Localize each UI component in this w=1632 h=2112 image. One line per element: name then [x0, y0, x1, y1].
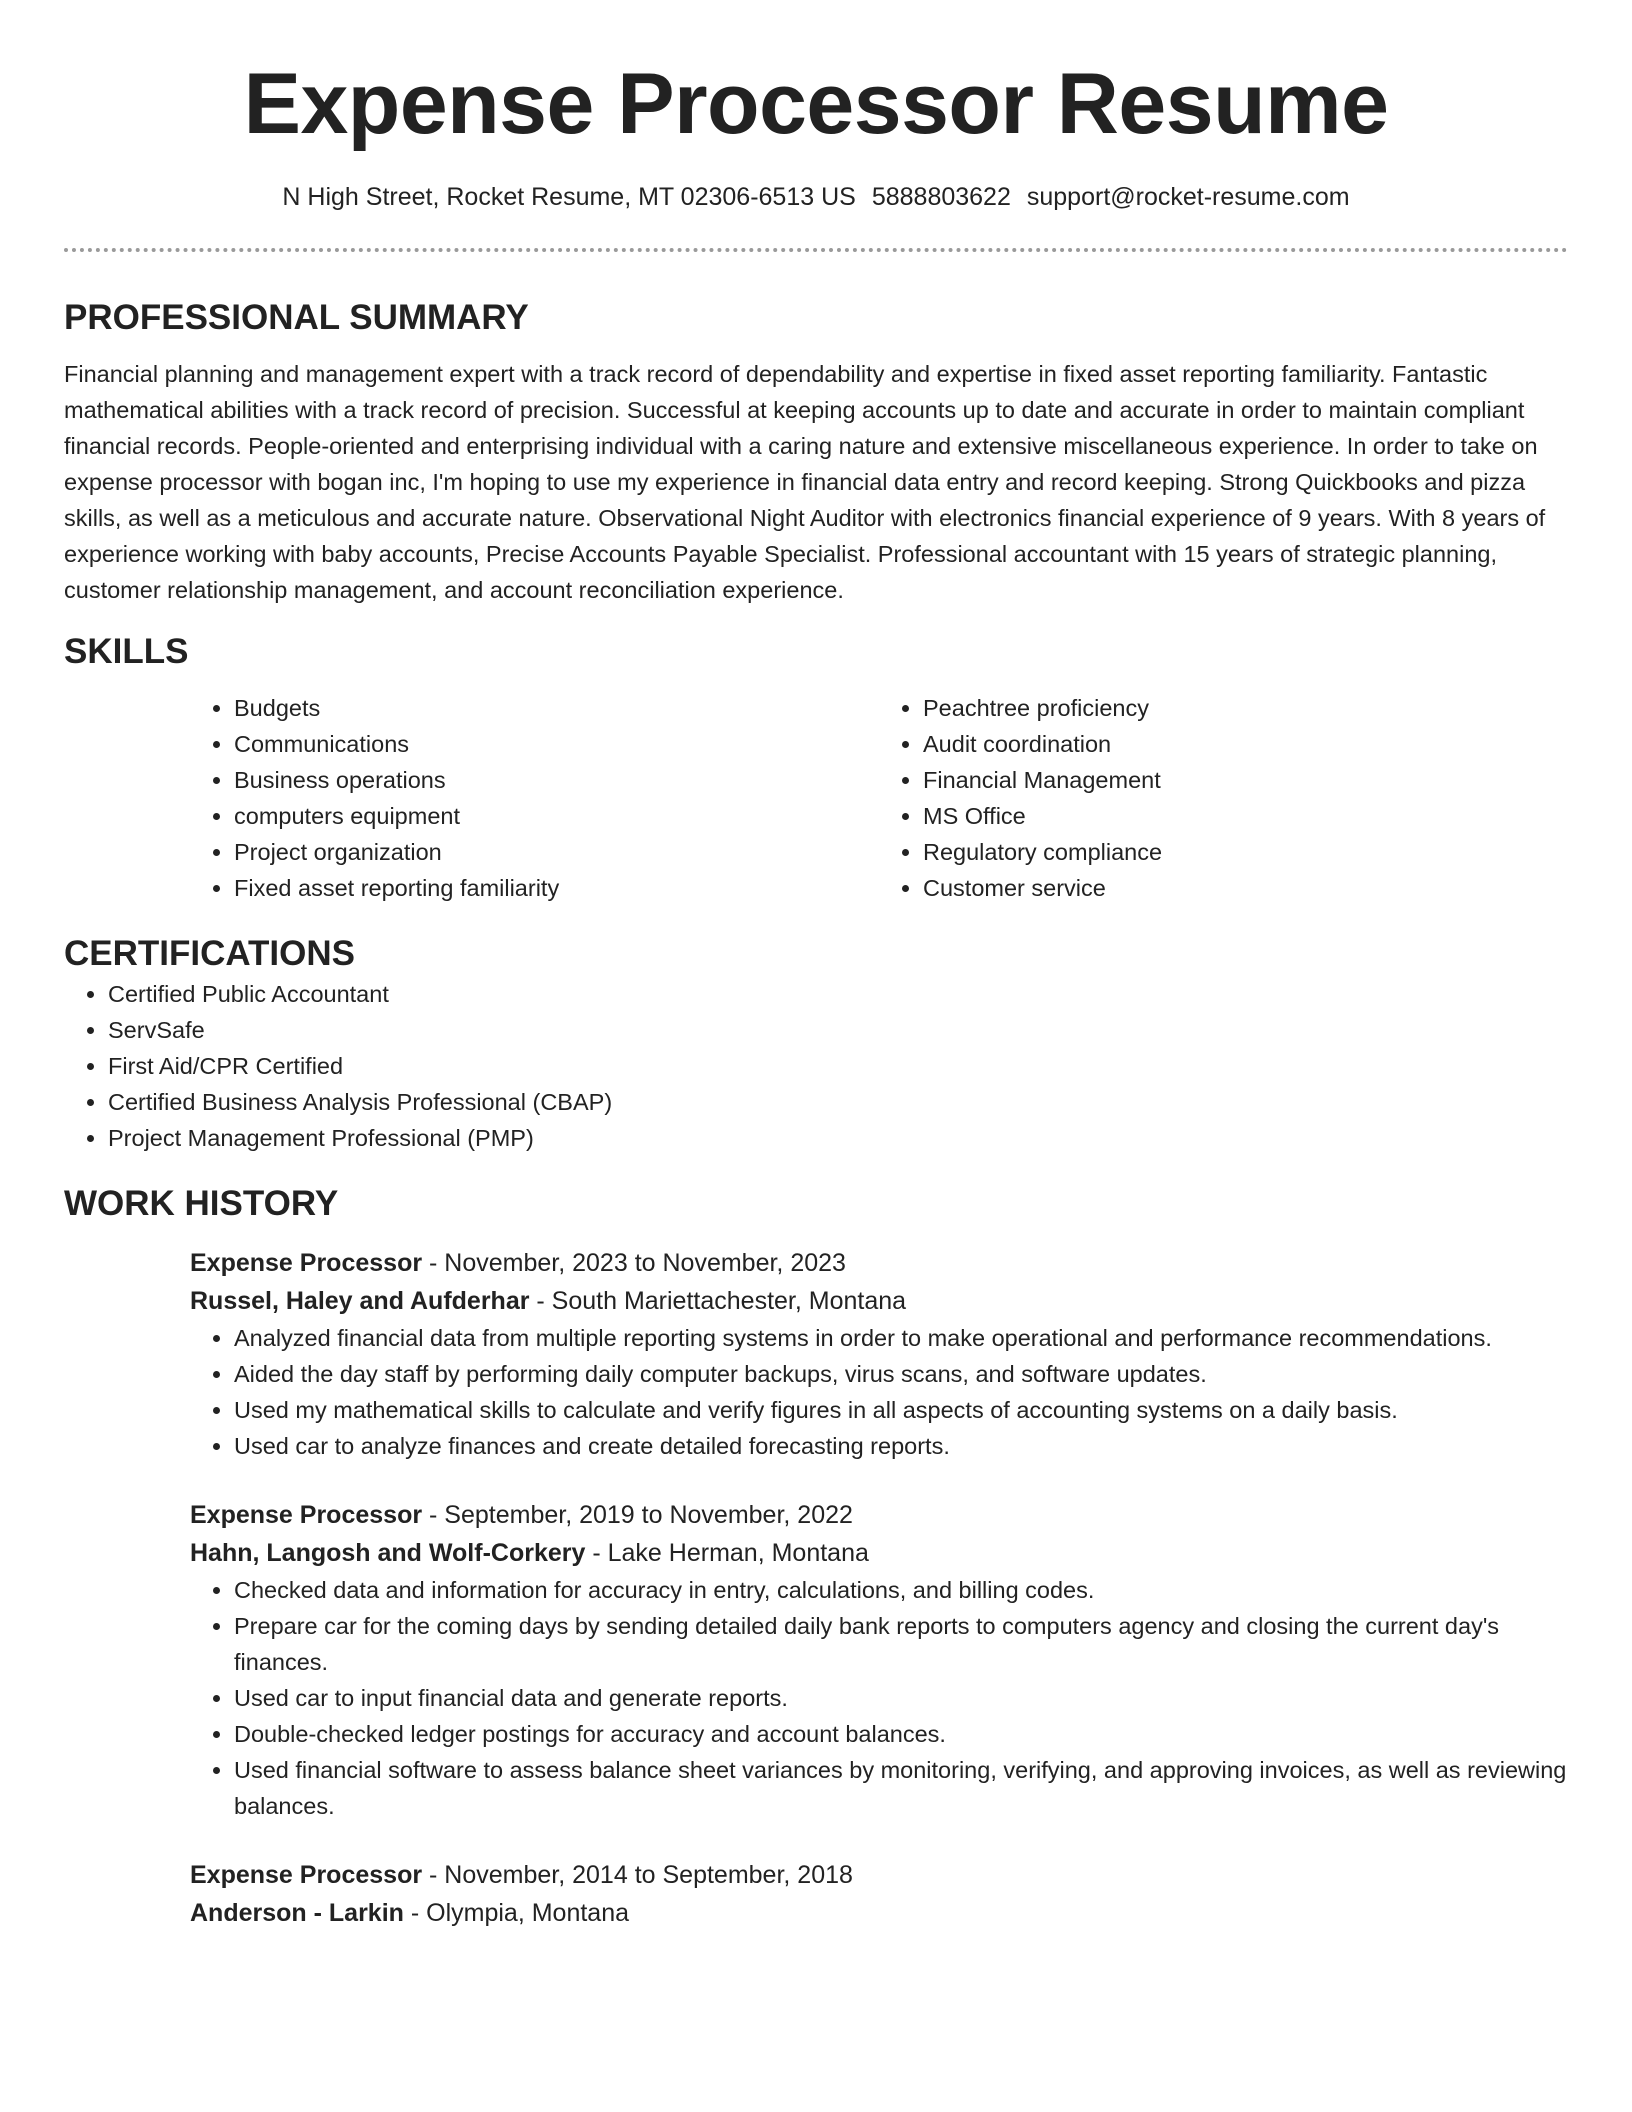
summary-text: Financial planning and management expert with a track record of dependability and expertise in fixed asset reporting familiarity. Fantastic mathematical abilities with a track record of precision. Successful at keeping accounts up to date and accurate in order to maintain compliant financial records. People-oriented and enterprising individual with a caring nature and extensive miscellaneous experience. In order to take on expense processor with bogan inc, I'm hoping to use my experience in financial data entry and record keeping. Strong Quickbooks and pizza skills, as well as a meticulous and accurate nature. Observational Night Auditor with electronics financial experience of 9 years. With 8 years of experience working with baby accounts, Precise Accounts Payable Specialist. Professional accountant with 15 years of strategic planning, customer relationship management, and account reconciliation experience.	[64, 361, 1546, 603]
job-bullets	[190, 1572, 1568, 1824]
job-bullets	[190, 1320, 1568, 1464]
job-company: Hahn, Langosh and Wolf-Corkery	[190, 1539, 586, 1567]
skill-item: • Peachtree proficiency	[923, 690, 1568, 726]
job-entry	[190, 1244, 1568, 1464]
certification-item: • Project Management Professional (PMP)	[108, 1120, 1568, 1156]
certification-item: • Certified Business Analysis Professional (CBAP)	[108, 1084, 1568, 1120]
section-heading-summary: PROFESSIONAL SUMMARY	[64, 298, 529, 337]
skill-item: • Project organization	[234, 834, 879, 870]
job-entry	[190, 1496, 1568, 1824]
section-heading-certifications: CERTIFICATIONS	[64, 934, 356, 973]
certifications-list	[64, 976, 1568, 1156]
skill-item: • computers equipment	[234, 798, 879, 834]
skill-item: • MS Office	[923, 798, 1568, 834]
section-certifications	[64, 932, 1568, 1156]
skill-item: • Audit coordination	[923, 726, 1568, 762]
job-entry	[190, 1856, 1568, 1932]
job-title-line: Expense Processor - November, 2023 to November, 2023	[190, 1249, 846, 1277]
skill-item: • Financial Management	[923, 762, 1568, 798]
section-heading-work-history: WORK HISTORY	[64, 1184, 339, 1223]
header-divider	[64, 248, 1568, 252]
job-bullet: • Used my mathematical skills to calculate and verify figures in all aspects of accounting systems on a daily basis.	[234, 1392, 1568, 1428]
job-company: Anderson - Larkin	[190, 1899, 404, 1927]
skill-item: • Customer service	[923, 870, 1568, 906]
job-dates: September, 2019 to November, 2022	[444, 1501, 853, 1529]
resume-title: Expense Processor Resume	[243, 56, 1389, 152]
job-title-line: Expense Processor - September, 2019 to November, 2022	[190, 1501, 853, 1529]
contact-address: N High Street, Rocket Resume, MT 02306-6513 US	[282, 183, 856, 211]
job-company-line: Hahn, Langosh and Wolf-Corkery - Lake Herman, Montana	[190, 1539, 869, 1567]
job-bullet: • Aided the day staff by performing daily computer backups, virus scans, and software updates.	[234, 1356, 1568, 1392]
job-location: Lake Herman, Montana	[607, 1539, 869, 1567]
section-work-history	[64, 1182, 1568, 1932]
job-title: Expense Processor	[190, 1861, 423, 1889]
certification-item: • Certified Public Accountant	[108, 976, 1568, 1012]
skill-item: • Communications	[234, 726, 879, 762]
skill-item: • Fixed asset reporting familiarity	[234, 870, 879, 906]
section-skills	[64, 630, 1568, 906]
job-location: South Mariettachester, Montana	[551, 1287, 907, 1315]
job-bullet: • Prepare car for the coming days by sending detailed daily bank reports to computers agency and closing the current day's finances.	[234, 1608, 1568, 1680]
skill-item: • Budgets	[234, 690, 879, 726]
certification-item: • First Aid/CPR Certified	[108, 1048, 1568, 1084]
skill-item: • Business operations	[234, 762, 879, 798]
job-location: Olympia, Montana	[426, 1899, 630, 1927]
job-title: Expense Processor	[190, 1249, 423, 1277]
job-bullet: • Used financial software to assess balance sheet variances by monitoring, verifying, and approving invoices, as well as reviewing balances.	[234, 1752, 1568, 1824]
job-title-line: Expense Processor - November, 2014 to September, 2018	[190, 1861, 853, 1889]
contact-line	[64, 180, 1568, 214]
contact-email: support@rocket-resume.com	[1026, 183, 1350, 211]
job-dates: November, 2014 to September, 2018	[444, 1861, 853, 1889]
contact-phone: 5888803622	[871, 183, 1011, 211]
section-heading-skills: SKILLS	[64, 632, 189, 671]
skills-list-right	[879, 690, 1568, 906]
skills-grid	[190, 690, 1568, 906]
skills-list-left	[190, 690, 879, 906]
job-bullet: • Used car to analyze finances and create detailed forecasting reports.	[234, 1428, 1568, 1464]
certification-item: • ServSafe	[108, 1012, 1568, 1048]
skill-item: • Regulatory compliance	[923, 834, 1568, 870]
job-title: Expense Processor	[190, 1501, 423, 1529]
job-company: Russel, Haley and Aufderhar	[190, 1287, 530, 1315]
job-bullet: • Double-checked ledger postings for accuracy and account balances.	[234, 1716, 1568, 1752]
section-professional-summary	[64, 296, 1568, 608]
job-dates: November, 2023 to November, 2023	[444, 1249, 846, 1277]
job-bullet: • Used car to input financial data and generate reports.	[234, 1680, 1568, 1716]
job-company-line: Anderson - Larkin - Olympia, Montana	[190, 1899, 630, 1927]
job-bullet: • Analyzed financial data from multiple reporting systems in order to make operational and performance recommendations.	[234, 1320, 1568, 1356]
job-company-line: Russel, Haley and Aufderhar - South Mariettachester, Montana	[190, 1287, 907, 1315]
job-bullet: • Checked data and information for accuracy in entry, calculations, and billing codes.	[234, 1572, 1568, 1608]
